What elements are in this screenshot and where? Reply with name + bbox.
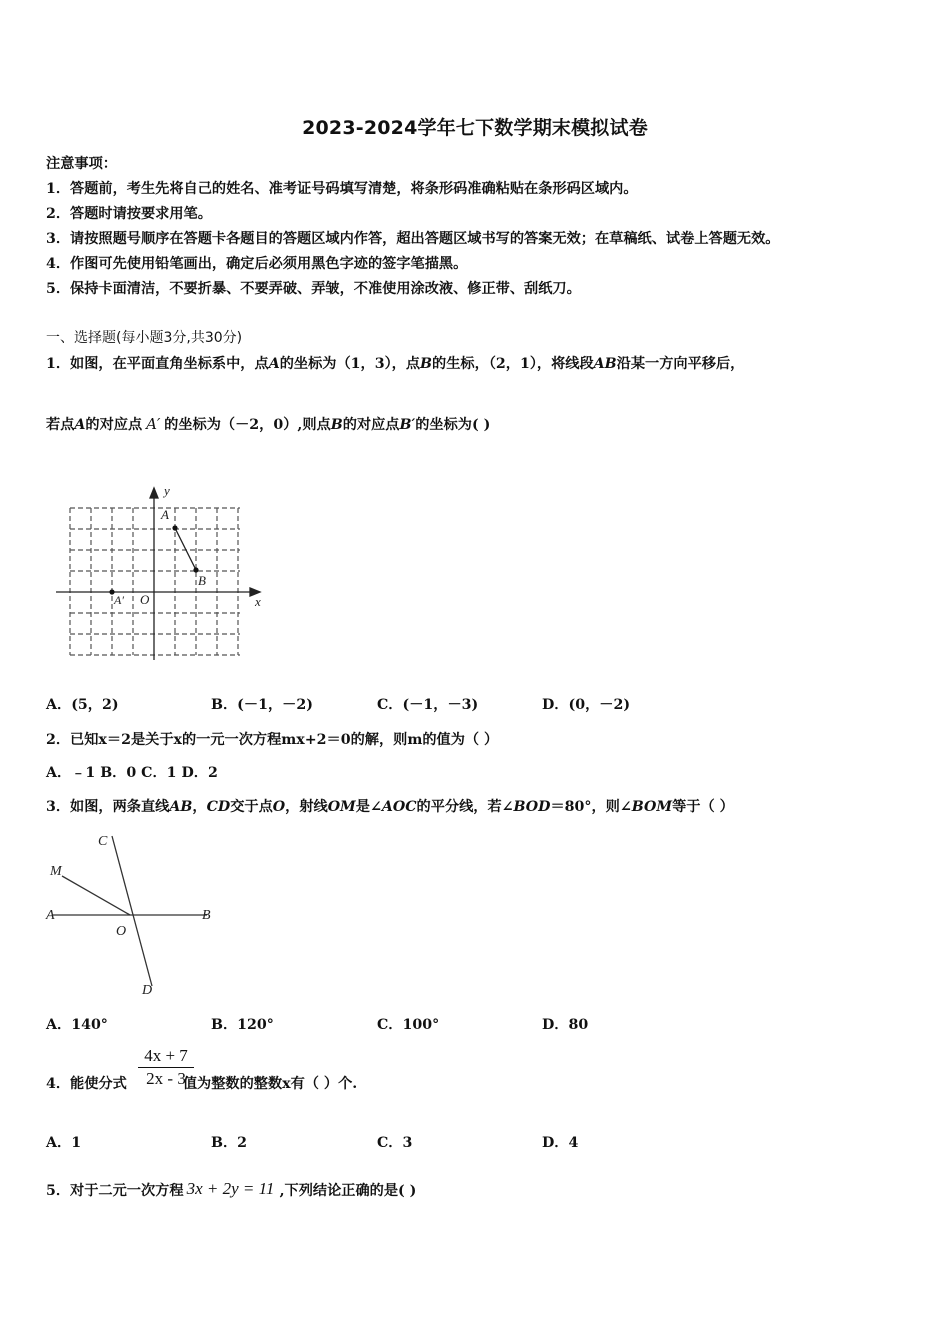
label-b: B	[198, 573, 206, 588]
option-c[interactable]: C．3	[377, 1135, 413, 1151]
fraction-denominator: 2x - 3	[146, 1069, 186, 1088]
label-o: O	[140, 592, 150, 607]
label-a: A	[161, 507, 169, 522]
question-3: 3．如图，两条直线AB，CD交于点O，射线OM是∠AOC的平分线，若∠BOD＝80°，则∠BOM等于（ ）	[46, 799, 734, 815]
label-o: O	[116, 924, 127, 939]
question-5: 5．对于二元一次方程 3x + 2y = 11 ,下列结论正确的是( )	[46, 1179, 417, 1199]
option-b[interactable]: B．2	[211, 1135, 248, 1151]
label-d: D	[142, 983, 153, 998]
question-4: 4．能使分式 值为整数的整数x有（ ）个.	[46, 1076, 358, 1092]
note-item: 2．答题时请按要求用笔。	[46, 206, 212, 222]
notes-heading: 注意事项：	[46, 156, 117, 172]
label-m: M	[50, 864, 62, 879]
equation: 3x + 2y = 11	[186, 1179, 275, 1198]
label-x: x	[255, 594, 261, 609]
question-1-line-1: 1．如图，在平面直角坐标系中，点A的坐标为（1，3），点B的生标，（2，1），将线段AB沿某一方向平移后，	[46, 356, 745, 372]
lines	[52, 836, 207, 986]
option-d[interactable]: D．80	[542, 1017, 589, 1033]
option-c[interactable]: C．(－1，－3)	[377, 697, 479, 713]
coordinate-grid-figure	[50, 478, 270, 663]
point-b	[193, 567, 198, 572]
option-a[interactable]: A．140°	[46, 1017, 108, 1033]
question-2-options[interactable]: A．﹣1 B．0 C．1 D．2	[46, 765, 218, 781]
option-a[interactable]: A．(5，2)	[46, 697, 119, 713]
option-b[interactable]: B．120°	[211, 1017, 274, 1033]
option-c[interactable]: C．100°	[377, 1017, 440, 1033]
segment-ab	[175, 528, 196, 570]
question-2: 2．已知x＝2是关于x的一元一次方程mx+2＝0的解，则m的值为（ ）	[46, 732, 499, 748]
note-item: 4．作图可先使用铅笔画出，确定后必须用黑色字迹的签字笔描黑。	[46, 256, 468, 272]
point-a	[172, 525, 177, 530]
note-item: 1．答题前，考生先将自己的姓名、准考证号码填写清楚，将条形码准确粘贴在条形码区域内。	[46, 181, 638, 197]
label-b: B	[202, 908, 211, 923]
option-a[interactable]: A．1	[46, 1135, 82, 1151]
intersecting-lines-figure	[42, 828, 232, 1000]
grid-lines	[70, 508, 240, 655]
page-title: 2023-2024学年七下数学期末模拟试卷	[302, 117, 648, 139]
label-a: A	[46, 908, 55, 923]
note-item: 5．保持卡面清洁，不要折暴、不要弄破、弄皱，不准使用涂改液、修正带、刮纸刀。	[46, 281, 581, 297]
fraction	[138, 1046, 194, 1089]
label-a-prime: A′	[114, 593, 124, 607]
label-c: C	[98, 834, 108, 849]
question-1-line-2: 若点A的对应点 A′ 的坐标为（－2，0）,则点B的对应点B′的坐标为( )	[46, 415, 491, 433]
fraction-numerator: 4x + 7	[144, 1046, 188, 1065]
option-d[interactable]: D．4	[542, 1135, 579, 1151]
note-item: 3．请按照题号顺序在答题卡各题目的答题区域内作答，超出答题区域书写的答案无效；在草稿纸、试卷上答题无效。	[46, 231, 780, 247]
fraction-bar	[138, 1067, 194, 1068]
label-y: y	[164, 483, 170, 498]
section-heading: 一、选择题(每小题3分,共30分)	[46, 330, 243, 346]
option-d[interactable]: D．(0，－2)	[542, 697, 631, 713]
option-b[interactable]: B．(－1，－2)	[211, 697, 313, 713]
